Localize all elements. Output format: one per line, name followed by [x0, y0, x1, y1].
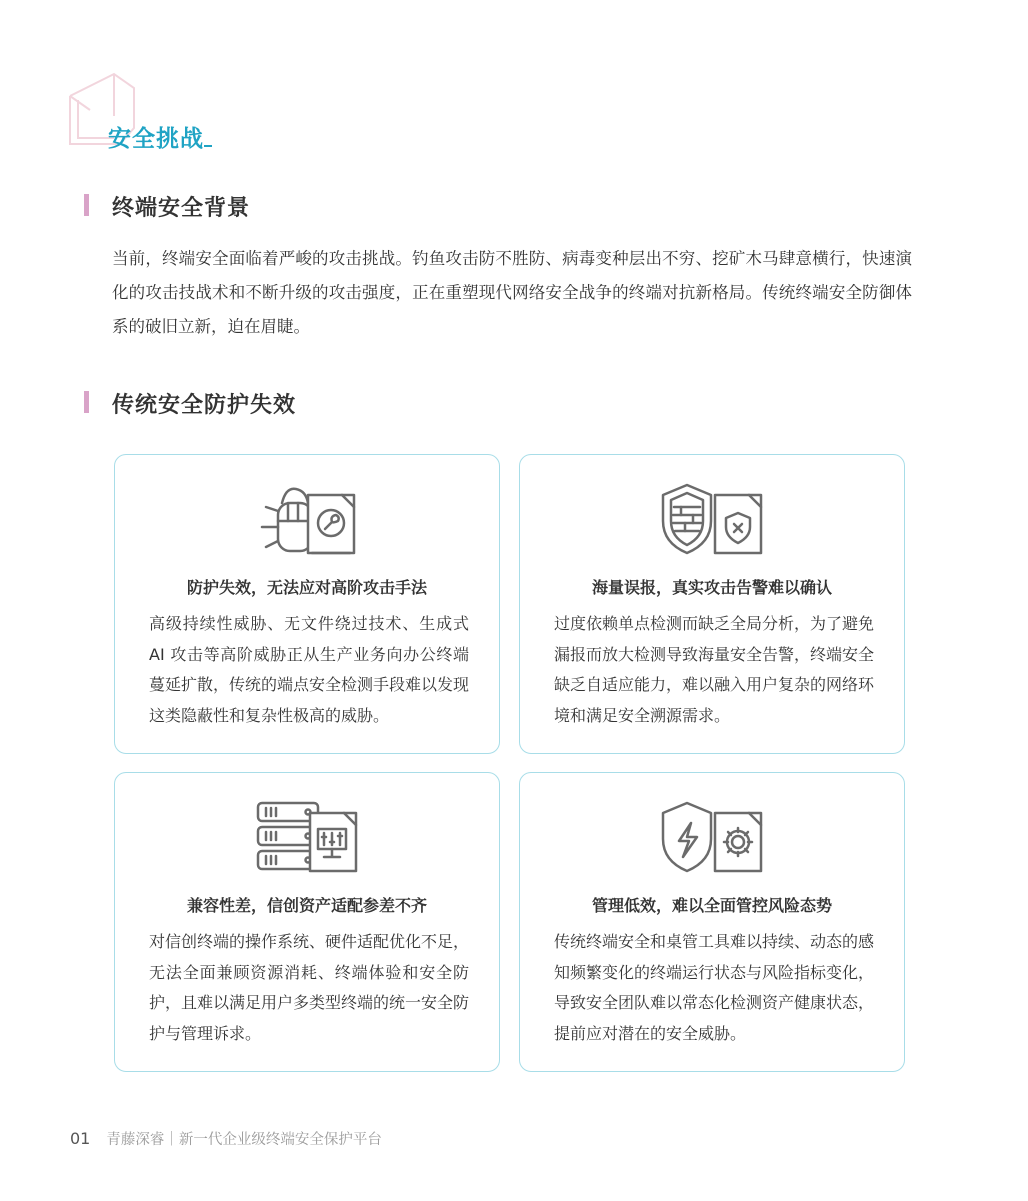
card-title: 防护失效，无法应对高阶攻击手法: [186, 578, 427, 597]
card-body: 过度依赖单点检测而缺乏全局分析，为了避免漏报而放大检测导致海量安全告警，终端安全缺乏自适应能力，难以融入用户复杂的网络环境和满足安全溯源需求。: [554, 614, 875, 725]
card-title: 管理低效，难以全面管控风险态势: [591, 896, 832, 915]
card-protection-failure: [114, 454, 500, 754]
page-footer: [70, 1128, 382, 1149]
card-compatibility: [114, 772, 500, 1072]
bug-wrench-icon: [252, 481, 362, 557]
card-false-alerts: [519, 454, 905, 754]
server-monitor-icon: [252, 799, 362, 875]
card-body: 高级持续性威胁、无文件绕过技术、生成式 AI 攻击等高阶威胁正从生产业务向办公终端蔓延扩散，传统的端点安全检测手段难以发现这类隐蔽性和复杂性极高的威胁。: [149, 614, 470, 725]
card-body: 对信创终端的操作系统、硬件适配优化不足，无法全面兼顾资源消耗、终端体验和安全防护，且难以满足用户多类型终端的统一安全防护与管理诉求。: [149, 932, 470, 1043]
header-underline: [204, 145, 212, 147]
page-header-title: 安全挑战: [108, 126, 204, 152]
card-title: 海量误报，真实攻击告警难以确认: [591, 578, 832, 597]
section-marker: [84, 391, 89, 413]
intro-paragraph: 当前，终端安全面临着严峻的攻击挑战。钓鱼攻击防不胜防、病毒变种层出不穷、挖矿木马肆意横行，快速演化的攻击技战术和不断升级的攻击强度，正在重塑现代网络安全战争的终端对抗新格局。传统终端安全防御体系的破旧立新，迫在眉睫。: [112, 249, 912, 336]
shield-gear-icon: [657, 799, 767, 875]
section-marker: [84, 194, 89, 216]
card-title: 兼容性差，信创资产适配参差不齐: [186, 896, 427, 915]
section-title-failure: 传统安全防护失效: [112, 393, 297, 418]
card-body: 传统终端安全和桌管工具难以持续、动态的感知频繁变化的终端运行状态与风险指标变化，导致安全团队难以常态化检测资产健康状态，提前应对潜在的安全威胁。: [554, 932, 875, 1043]
footer-text: 青藤深睿｜新一代企业级终端安全保护平台: [106, 1132, 382, 1148]
card-management: [519, 772, 905, 1072]
page-number: 01: [70, 1129, 91, 1148]
shield-alert-icon: [657, 481, 767, 557]
section-title-background: 终端安全背景: [112, 196, 251, 221]
